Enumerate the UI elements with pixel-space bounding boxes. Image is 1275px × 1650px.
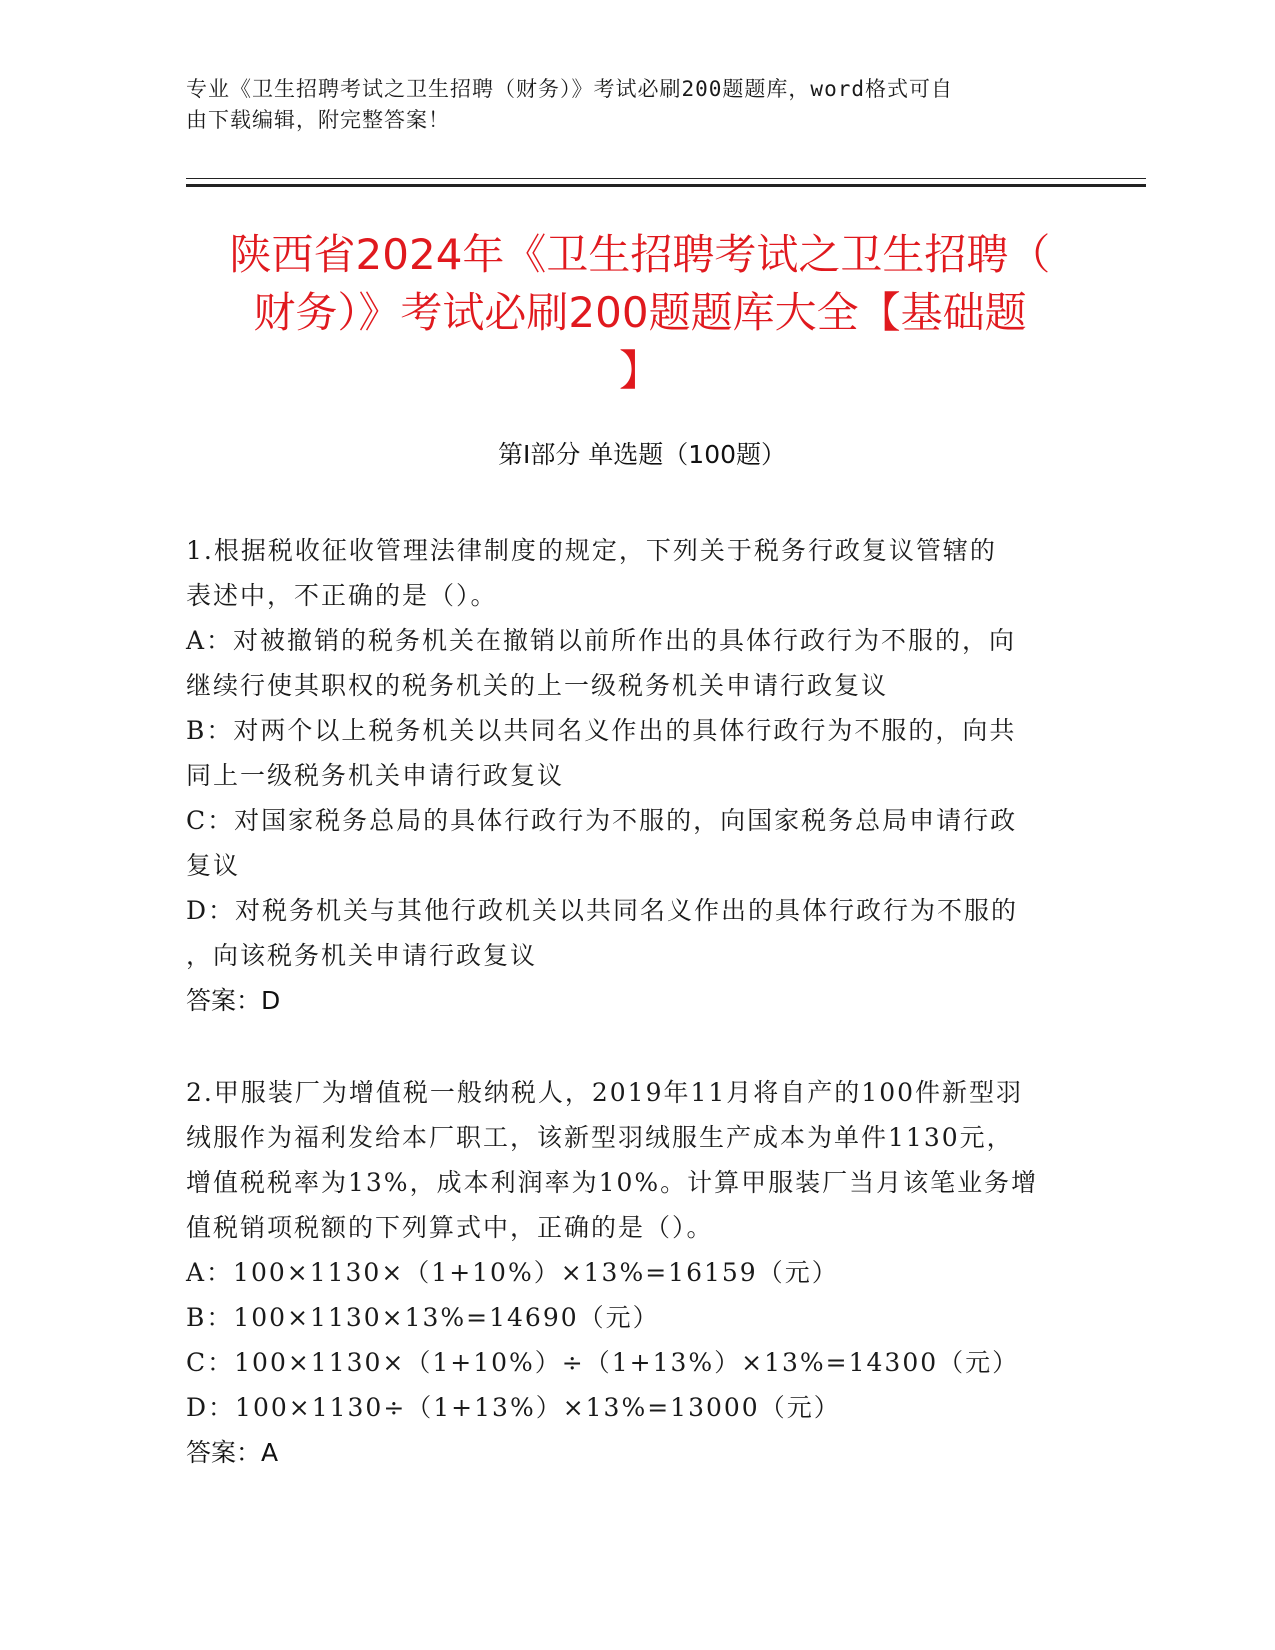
question-1-option-b-cont: 同上一级税务机关申请行政复议 [186, 761, 565, 790]
document-title [180, 226, 1100, 400]
title-line-3: 】 [618, 346, 661, 395]
question-1-stem-line: 1.根据税收征收管理法律制度的规定，下列关于税务行政复议管辖的 [186, 536, 997, 565]
question-1-answer: 答案：D [186, 986, 281, 1015]
question-2-option-b: B：100×1130×13%=14690（元） [186, 1303, 660, 1332]
question-1 [186, 528, 1066, 1023]
header-note-line-2: 由下载编辑，附完整答案！ [186, 108, 450, 132]
question-2-stem-line: 值税销项税额的下列算式中，正确的是（）。 [186, 1213, 714, 1242]
section-heading: 第I部分 单选题（100题） [497, 440, 787, 469]
question-1-option-d: D：对税务机关与其他行政机关以共同名义作出的具体行政行为不服的 [186, 896, 1019, 925]
question-1-stem-line: 表述中，不正确的是（）。 [186, 581, 498, 610]
header-divider-thin [186, 178, 1146, 179]
question-2-option-a: A：100×1130×（1+10%）×13%=16159（元） [186, 1258, 839, 1287]
question-2-stem-line: 增值税税率为13%，成本利润率为10%。计算甲服装厂当月该笔业务增 [186, 1168, 1039, 1197]
question-2-option-d: D：100×1130÷（1+13%）×13%=13000（元） [186, 1393, 841, 1422]
question-1-option-c: C：对国家税务总局的具体行政行为不服的，向国家税务总局申请行政 [186, 806, 1018, 835]
question-1-option-b: B：对两个以上税务机关以共同名义作出的具体行政行为不服的，向共 [186, 716, 1017, 745]
question-2-stem-line: 绒服作为福利发给本厂职工，该新型羽绒服生产成本为单件1130元， [186, 1123, 1014, 1152]
title-line-2: 财务）》考试必刷200题题库大全【基础题 [253, 288, 1027, 337]
title-line-1: 陕西省2024年《卫生招聘考试之卫生招聘（ [229, 230, 1051, 279]
question-2-answer: 答案：A [186, 1438, 279, 1467]
header-note-line-1: 专业《卫生招聘考试之卫生招聘（财务）》考试必刷200题题库，word格式可自 [186, 77, 953, 101]
question-1-option-d-cont: ，向该税务机关申请行政复议 [186, 941, 538, 970]
question-2-stem-line: 2.甲服装厂为增值税一般纳税人，2019年11月将自产的100件新型羽 [186, 1078, 1024, 1107]
header-note [186, 74, 1066, 136]
question-2 [186, 1070, 1066, 1475]
question-2-option-c: C：100×1130×（1+10%）÷（1+13%）×13%=14300（元） [186, 1348, 1020, 1377]
header-divider-thick [186, 184, 1146, 187]
question-1-option-c-cont: 复议 [186, 851, 241, 880]
question-1-option-a: A：对被撤销的税务机关在撤销以前所作出的具体行政行为不服的，向 [186, 626, 1017, 655]
question-1-option-a-cont: 继续行使其职权的税务机关的上一级税务机关申请行政复议 [186, 671, 889, 700]
